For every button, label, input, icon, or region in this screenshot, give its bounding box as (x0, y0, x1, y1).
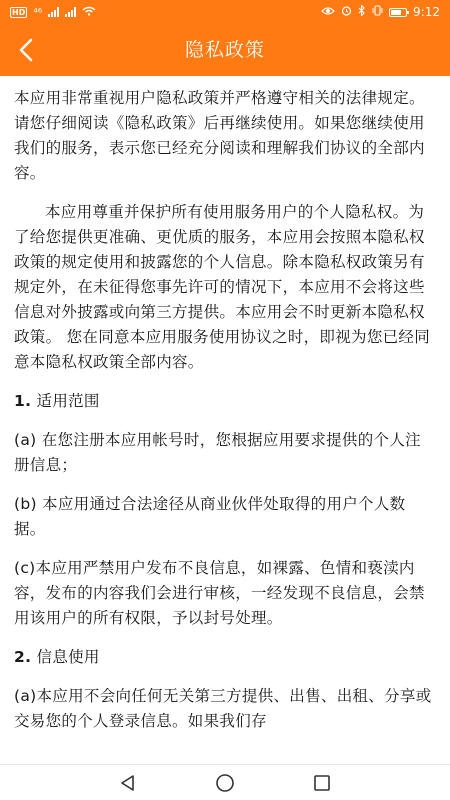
status-left (10, 6, 96, 19)
respect-paragraph: 本应用尊重并保护所有使用服务用户的个人隐私权。为了给您提供更准确、更优质的服务，本应用会按照本隐私权政策的规定使用和披露您的个人信息。除本隐私权政策另有规定外，在未征得您事先许可的情况下，本应用不会将这些信息对外披露或向第三方提供。本应用会不时更新本隐私权政策。 您在同意本应用服务使用协议之时，即视为您已经同意本隐私权政策全部内容。 (14, 203, 431, 371)
section-heading-usage (14, 645, 436, 670)
signal-icon (65, 7, 76, 17)
system-nav-bar (0, 764, 450, 800)
triangle-back-icon (119, 774, 137, 792)
section-title: 信息使用 (36, 648, 100, 666)
square-recents-icon (313, 774, 331, 792)
scope-item-c: (c)本应用严禁用户发布不良信息，如裸露、色情和亵渎内容，发布的内容我们会进行审核，一经发现不良信息，会禁用该用户的所有权限，予以封号处理。 (14, 559, 425, 627)
hd-badge: HD (12, 7, 26, 17)
bluetooth-icon (358, 5, 366, 19)
nav-back-button[interactable] (113, 768, 143, 798)
scope-item-b: (b) 本应用通过合法途径从商业伙伴处取得的用户个人数据。 (14, 495, 406, 538)
policy-content[interactable] (0, 76, 450, 764)
app-header (0, 24, 450, 76)
section-heading-scope (14, 389, 436, 414)
wifi-icon (82, 6, 96, 19)
battery-icon (389, 8, 407, 17)
section-number: 1. (14, 392, 32, 410)
clock-time: 9:12 (413, 5, 440, 19)
battery-fill (391, 10, 401, 15)
status-right (321, 5, 440, 19)
vibrate-icon (372, 5, 383, 19)
section-number: 2. (14, 648, 32, 666)
status-bar (0, 0, 450, 24)
nav-recents-button[interactable] (307, 768, 337, 798)
scope-item-a: (a) 在您注册本应用帐号时，您根据应用要求提供的个人注册信息； (14, 431, 421, 474)
page-title: 隐私政策 (184, 39, 265, 61)
signal-icon (48, 7, 59, 17)
eye-icon (321, 6, 335, 19)
nav-home-button[interactable] (210, 768, 240, 798)
section-title: 适用范围 (36, 392, 100, 410)
network-type: ⁴⁶ (33, 5, 43, 19)
usage-item-a: (a)本应用不会向任何无关第三方提供、出售、出租、分享或交易您的个人登录信息。如果我们存 (14, 687, 432, 730)
alarm-icon (341, 5, 352, 19)
intro-paragraph: 本应用非常重视用户隐私政策并严格遵守相关的法律规定。请您仔细阅读《隐私政策》后再继续使用。如果您继续使用我们的服务，表示您已经充分阅读和理解我们协议的全部内容。 (14, 89, 425, 182)
circle-home-icon (215, 773, 235, 793)
